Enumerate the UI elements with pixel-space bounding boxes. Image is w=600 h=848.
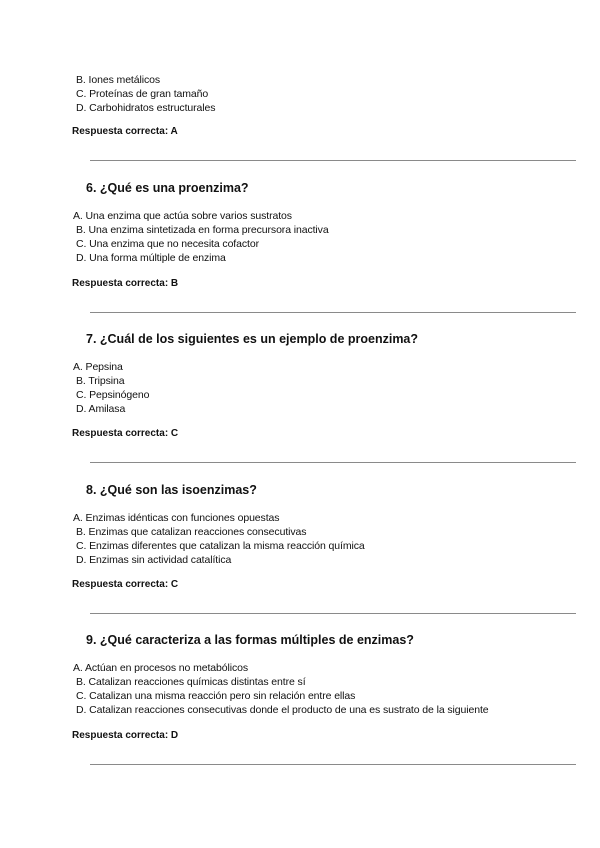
- divider: [90, 613, 576, 614]
- divider: [90, 312, 576, 313]
- q7-answer: Respuesta correcta: C: [72, 428, 179, 439]
- q6-answer: Respuesta correcta: B: [72, 278, 179, 289]
- q6-option-c: C. Una enzima que no necesita cofactor: [76, 238, 259, 250]
- q5-answer: Respuesta correcta: A: [72, 126, 178, 137]
- q8-option-b: B. Enzimas que catalizan reacciones consecutivas: [76, 526, 307, 538]
- q9-option-b: B. Catalizan reacciones químicas distintas entre sí: [76, 676, 306, 688]
- divider: [90, 462, 576, 463]
- q6-option-d: D. Una forma múltiple de enzima: [76, 252, 226, 264]
- q7-option-b: B. Tripsina: [76, 375, 125, 387]
- q7-option-a: A. Pepsina: [73, 361, 123, 373]
- q8-option-c: C. Enzimas diferentes que catalizan la misma reacción química: [76, 540, 365, 552]
- q9-title: 9. ¿Qué caracteriza a las formas múltiples de enzimas?: [86, 633, 414, 647]
- q6-option-b: B. Una enzima sintetizada en forma precursora inactiva: [76, 224, 329, 236]
- q6-option-a: A. Una enzima que actúa sobre varios sustratos: [73, 210, 292, 222]
- q6-title: 6. ¿Qué es una proenzima?: [86, 181, 249, 195]
- q8-title: 8. ¿Qué son las isoenzimas?: [86, 483, 257, 497]
- q8-option-d: D. Enzimas sin actividad catalítica: [76, 554, 232, 566]
- q7-title: 7. ¿Cuál de los siguientes es un ejemplo de proenzima?: [86, 332, 419, 346]
- q7-option-d: D. Amilasa: [76, 403, 126, 415]
- divider: [90, 764, 576, 765]
- divider: [90, 160, 576, 161]
- q5-option-b: B. Iones metálicos: [76, 74, 160, 86]
- q7-option-c: C. Pepsinógeno: [76, 389, 150, 401]
- q9-option-a: A. Actúan en procesos no metabólicos: [73, 662, 249, 674]
- q5-option-d: D. Carbohidratos estructurales: [76, 102, 216, 114]
- q9-answer: Respuesta correcta: D: [72, 730, 179, 741]
- q5-option-c: C. Proteínas de gran tamaño: [76, 88, 209, 100]
- q9-option-c: C. Catalizan una misma reacción pero sin relación entre ellas: [76, 690, 356, 702]
- q8-answer: Respuesta correcta: C: [72, 579, 179, 590]
- q8-option-a: A. Enzimas idénticas con funciones opuestas: [73, 512, 280, 524]
- q9-option-d: D. Catalizan reacciones consecutivas donde el producto de una es sustrato de la siguiente: [76, 704, 489, 716]
